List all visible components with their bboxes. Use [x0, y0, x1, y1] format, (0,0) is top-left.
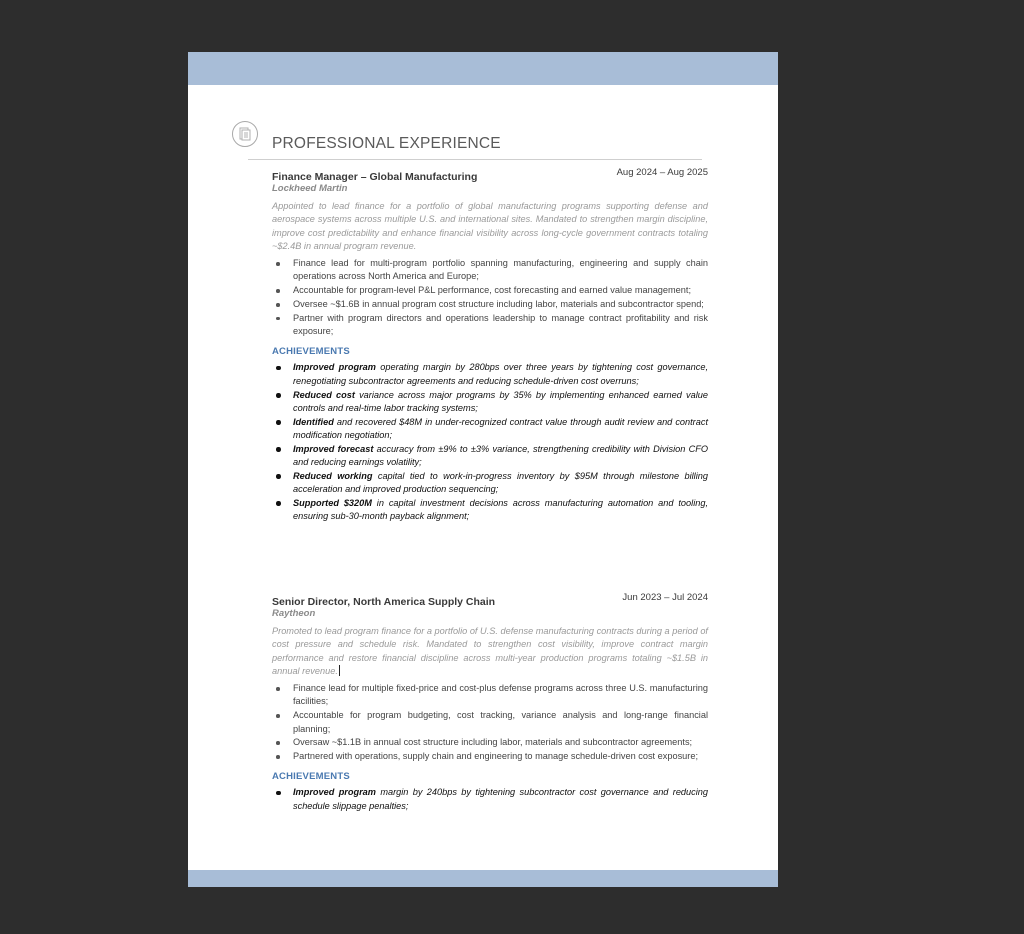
- list-item: [272, 497, 708, 524]
- job-dates: Aug 2024 – Aug 2025: [616, 167, 708, 178]
- achievement-lead: Improved program: [293, 362, 376, 373]
- achievement-lead: Improved program: [293, 787, 376, 798]
- achievement-lead: Identified: [293, 416, 334, 427]
- list-item: Partnered with operations, supply chain and engineering to manage schedule-driven cost exposure;: [272, 750, 708, 763]
- job-entry: [272, 167, 708, 524]
- document-icon: [232, 121, 258, 147]
- job-summary-text: Promoted to lead program finance for a portfolio of U.S. defense manufacturing contracts during a period of cost pressure and schedule risk. Mandated to strengthen cost visibility, improve contract margin performance and restore financial discipline across multi-year production programs totaling ~$1.5B in annual revenue.: [272, 626, 708, 676]
- achievements-list: [272, 786, 708, 813]
- section-divider: [248, 159, 702, 160]
- document-page: [188, 52, 778, 887]
- job-title: Senior Director, North America Supply Chain: [272, 596, 496, 608]
- list-item: [272, 443, 708, 470]
- achievement-lead: Reduced working: [293, 470, 373, 481]
- text-cursor: [339, 665, 340, 676]
- achievements-list: [272, 361, 708, 523]
- job-entry: [272, 592, 708, 814]
- list-item: [272, 786, 708, 813]
- list-item: Accountable for program budgeting, cost tracking, variance analysis and long-range financial planning;: [272, 709, 708, 736]
- job-dates: Jun 2023 – Jul 2024: [622, 592, 708, 603]
- list-item: Accountable for program-level P&L performance, cost forecasting and earned value management;: [272, 284, 708, 297]
- achievement-text: margin by 240bps by tightening subcontractor cost governance and reducing schedule slippage penalties;: [293, 787, 708, 811]
- header-band: [188, 52, 778, 85]
- achievement-text: accuracy from ±9% to ±3% variance, strengthening credibility with Division CFO and reducing earnings volatility;: [293, 443, 708, 468]
- achievement-text: variance across major programs by 35% by implementing enhanced earned value controls and real-time labor tracking systems;: [293, 389, 708, 413]
- responsibilities-list: [272, 682, 708, 763]
- footer-band: [188, 870, 778, 887]
- achievement-text: operating margin by 280bps over three years by tightening cost governance, renegotiating subcontractor agreements and reducing schedule-driven cost overruns;: [293, 362, 708, 386]
- job-title: Finance Manager – Global Manufacturing: [272, 171, 478, 183]
- responsibilities-list: [272, 257, 708, 338]
- achievement-lead: Improved forecast: [293, 443, 374, 454]
- achievements-heading: ACHIEVEMENTS: [272, 771, 350, 783]
- achievement-text: in capital investment decisions across manufacturing automation and tooling, ensuring sub-30-month payback alignment;: [293, 497, 709, 522]
- list-item: Finance lead for multiple fixed-price and cost-plus defense programs across three U.S. manufacturing facilities;: [272, 682, 708, 709]
- achievements-heading: ACHIEVEMENTS: [272, 346, 350, 358]
- achievement-text: and recovered $48M in under-recognized contract value through audit review and contract modification negotiation;: [293, 416, 708, 440]
- list-item: [272, 361, 708, 388]
- list-item: Partner with program directors and operations leadership to manage contract profitability and risk exposure;: [272, 312, 708, 339]
- list-item: [272, 470, 708, 497]
- section-title: PROFESSIONAL EXPERIENCE: [272, 135, 501, 152]
- achievement-lead: Supported $320M: [293, 497, 372, 508]
- list-item: Finance lead for multi-program portfolio spanning manufacturing, engineering and supply chain operations across North America and Europe;: [272, 257, 708, 284]
- achievement-lead: Reduced cost: [293, 389, 355, 400]
- achievement-text: capital tied to work-in-progress inventory by $95M through milestone billing acceleration and improved production sequencing;: [293, 470, 708, 495]
- list-item: Oversee ~$1.6B in annual program cost structure including labor, materials and subcontractor spend;: [272, 298, 708, 311]
- job-company: Lockheed Martin: [272, 183, 348, 194]
- job-summary: Appointed to lead finance for a portfolio of global manufacturing programs supporting defense and aerospace systems across multiple U.S. and international sites. Mandated to strengthen margin discipline, improve cost predictability and enhance financial visibility across long-cycle government contracts totaling ~$2.4B in annual program revenue.: [272, 201, 708, 251]
- job-summary[interactable]: [272, 625, 708, 678]
- list-item: [272, 416, 708, 443]
- list-item: [272, 389, 708, 416]
- list-item: Oversaw ~$1.1B in annual cost structure including labor, materials and subcontractor agreements;: [272, 736, 708, 749]
- job-company: Raytheon: [272, 608, 316, 619]
